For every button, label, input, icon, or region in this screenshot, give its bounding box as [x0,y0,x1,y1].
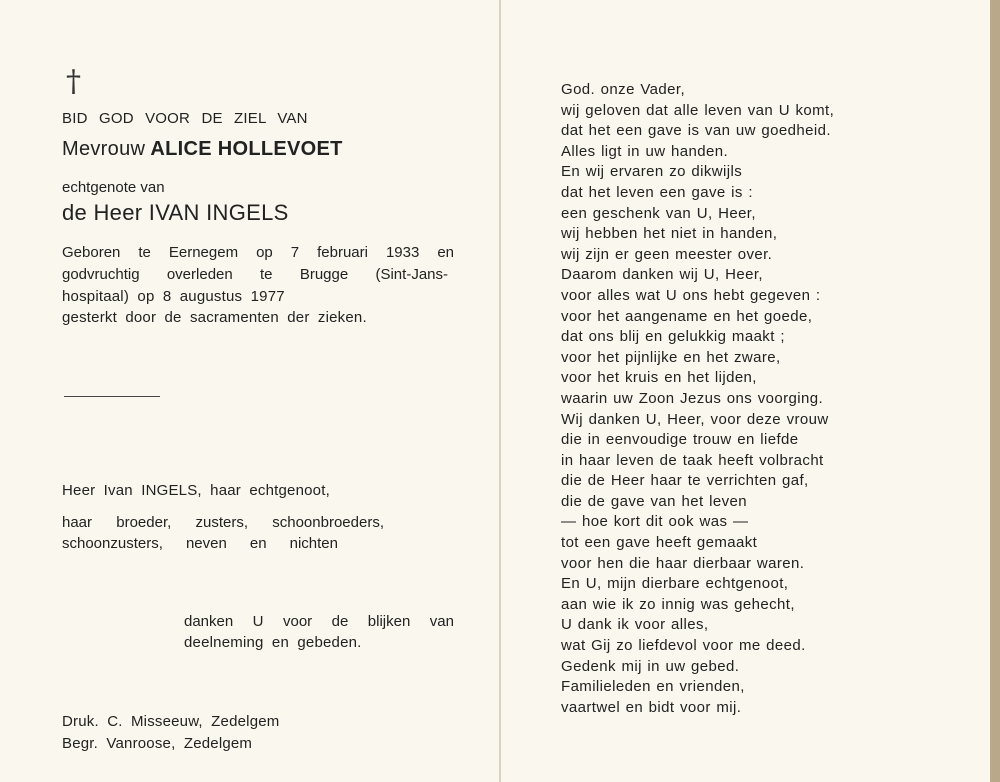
poem-line: die in eenvoudige trouw en liefde [561,431,799,449]
left-panel [0,0,499,782]
poem-line: En U, mijn dierbare echtgenoot, [561,575,789,593]
bio-line: hospitaal) op 8 augustus 1977 [62,288,285,305]
poem-line: dat ons blij en gelukkig maakt ; [561,328,785,346]
poem-line: dat het een gave is van uw goedheid. [561,122,831,140]
poem-line: voor het pijnlijke en het zware, [561,348,781,366]
prayer-heading: BID GOD VOOR DE ZIEL VAN [62,110,308,127]
spouse-title: de Heer [62,200,143,225]
poem-line: die de gave van het leven [561,492,747,510]
thanks-line: deelneming en gebeden. [184,634,362,651]
poem-line: Daarom danken wij U, Heer, [561,266,763,284]
poem-line: tot een gave heeft gemaakt [561,534,758,552]
family-line: schoonzusters, neven en nichten [62,535,338,552]
family-line: haar broeder, zusters, schoonbroeders, [62,514,384,531]
poem-line: voor hen die haar dierbaar waren. [561,554,805,572]
poem-line: Familieleden en vrienden, [561,678,745,696]
undertaker-line: Begr. Vanroose, Zedelgem [62,735,253,752]
poem-line: wij hebben het niet in handen, [561,225,778,243]
poem-line: Wij danken U, Heer, voor deze vrouw [561,410,829,428]
poem-line: Gedenk mij in uw gebed. [561,657,740,675]
family-line: Heer Ivan INGELS, haar echtgenoot, [62,482,330,499]
poem-line: Alles ligt in uw handen. [561,142,729,160]
spouse-name-line [62,200,289,226]
poem-line: — hoe kort dit ook was — [561,513,749,531]
poem-line: dat het leven een gave is : [561,183,753,201]
spouse-of-label: echtgenote van [62,179,165,196]
poem-line: in haar leven de taak heeft volbracht [561,451,824,469]
poem-line: U dank ik voor alles, [561,616,709,634]
poem-line: die de Heer haar te verrichten gaf, [561,472,809,490]
cross-icon: † [66,64,81,99]
poem-line: waarin uw Zoon Jezus ons voorging. [561,389,824,407]
bio-line: Geboren te Eernegem op 7 februari 1933 en [62,244,454,261]
poem-line: wij zijn er geen meester over. [561,245,773,263]
deceased-title: Mevrouw [62,138,146,160]
poem-line: God. onze Vader, [561,81,686,98]
spouse-name: IVAN INGELS [148,200,289,225]
poem-line: voor alles wat U ons hebt gegeven : [561,286,821,304]
prayer-poem [561,80,834,718]
printer-line: Druk. C. Misseeuw, Zedelgem [62,713,280,730]
deceased-name-line [62,138,343,161]
thanks-line: danken U voor de blijken van [184,613,454,630]
poem-line: vaartwel en bidt voor mij. [561,698,742,716]
poem-line: voor het kruis en het lijden, [561,369,757,387]
poem-line: een geschenk van U, Heer, [561,204,756,222]
poem-line: voor het aangename en het goede, [561,307,813,325]
poem-line: aan wie ik zo innig was gehecht, [561,595,795,613]
poem-line: wij geloven dat alle leven van U komt, [561,101,835,119]
bio-line: gesterkt door de sacramenten der zieken. [62,309,367,326]
poem-line: wat Gij zo liefdevol voor me deed. [561,637,806,655]
bio-line: godvruchtig overleden te Brugge (Sint-Jans- [62,266,448,283]
card-edge [990,0,1000,782]
poem-line: En wij ervaren zo dikwijls [561,163,743,181]
deceased-name: ALICE HOLLEVOET [150,138,343,160]
divider-line [64,396,160,397]
